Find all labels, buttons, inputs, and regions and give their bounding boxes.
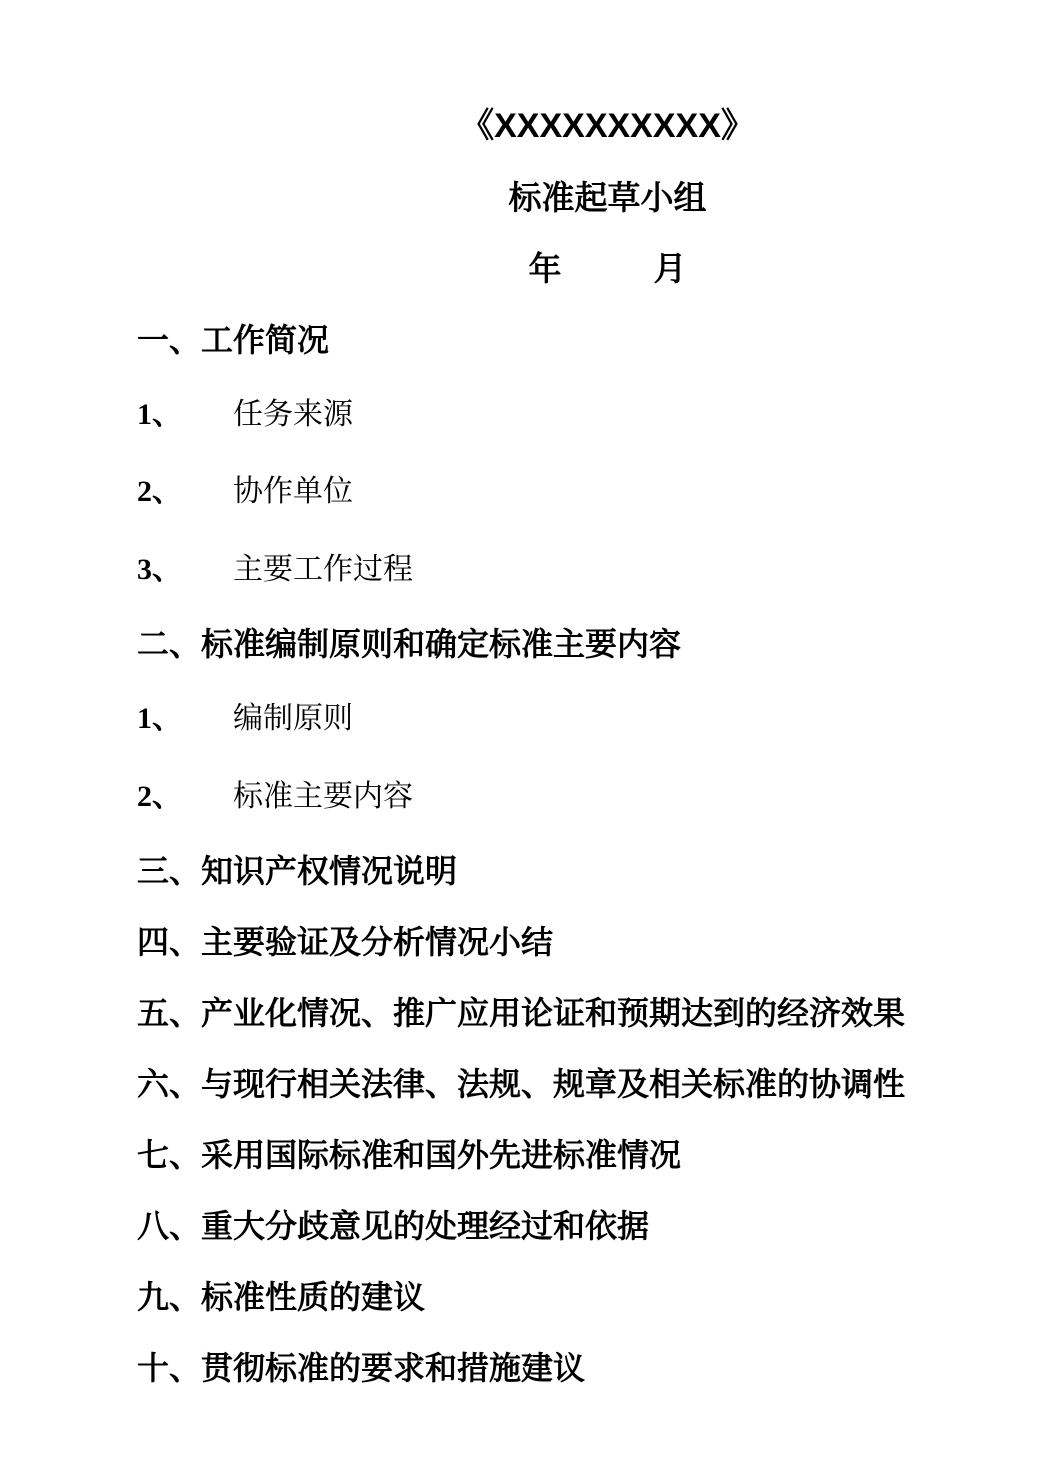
list-item — [137, 466, 353, 510]
section-heading-7: 七、采用国际标准和国外先进标准情况 — [137, 1136, 682, 1174]
section-heading-1: 一、工作简况 — [137, 321, 330, 359]
list-item — [137, 544, 413, 588]
list-item — [137, 389, 353, 433]
list-item — [137, 771, 413, 815]
item-number: 1、 — [137, 702, 182, 735]
item-text: 协作单位 — [233, 474, 353, 509]
drafting-group: 标准起草小组 — [508, 178, 707, 217]
section-heading-9: 九、标准性质的建议 — [137, 1278, 426, 1316]
section-heading-3: 三、知识产权情况说明 — [137, 852, 458, 890]
document-title: 《XXXXXXXXXX》 — [460, 107, 755, 145]
date-year: 年 — [528, 249, 562, 288]
section-heading-10: 十、贯彻标准的要求和措施建议 — [137, 1349, 586, 1387]
document-date — [0, 243, 1045, 290]
section-heading-6: 六、与现行相关法律、法规、规章及相关标准的协调性 — [137, 1065, 906, 1103]
section-heading-5: 五、产业化情况、推广应用论证和预期达到的经济效果 — [137, 994, 906, 1032]
section-heading-2: 二、标准编制原则和确定标准主要内容 — [137, 625, 682, 663]
item-number: 2、 — [137, 475, 182, 508]
item-text: 编制原则 — [233, 701, 353, 736]
item-number: 1、 — [137, 398, 182, 431]
item-number: 3、 — [137, 553, 182, 586]
date-month: 月 — [653, 249, 687, 288]
item-text: 主要工作过程 — [233, 552, 413, 587]
item-number: 2、 — [137, 780, 182, 813]
section-heading-4: 四、主要验证及分析情况小结 — [137, 923, 554, 961]
item-text: 任务来源 — [233, 397, 353, 432]
item-text: 标准主要内容 — [233, 779, 413, 814]
list-item — [137, 693, 353, 737]
section-heading-8: 八、重大分歧意见的处理经过和依据 — [137, 1207, 650, 1245]
